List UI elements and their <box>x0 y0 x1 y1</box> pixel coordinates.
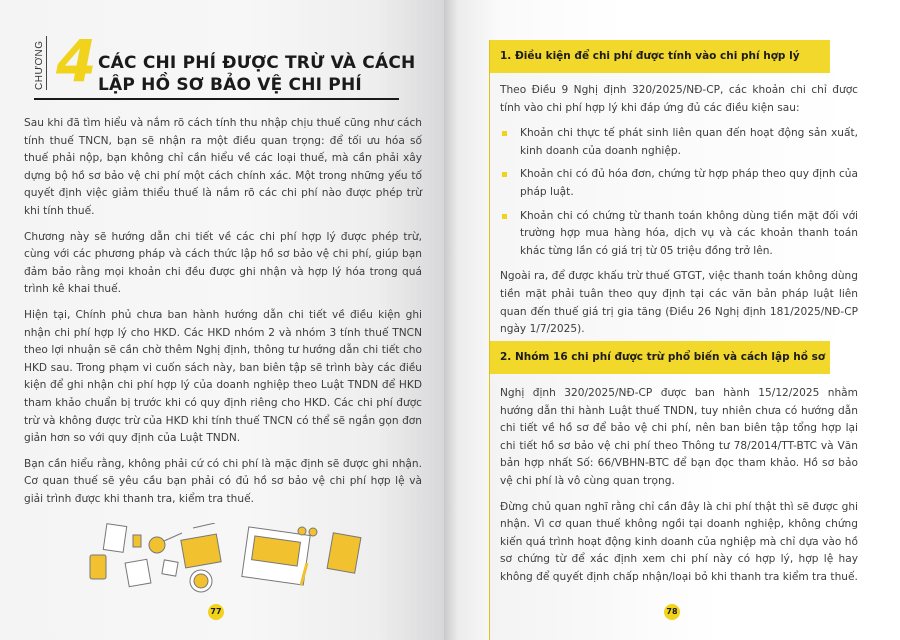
section1-outro: Ngoài ra, để được khấu trừ thuế GTGT, việc thanh toán không dùng tiền mặt phải tuân theo quy định tại các văn bản pháp luật liên quan đến thuế giá trị gia tăng (Điều 26 Nghị định 181/2025/NĐ-CP ngày 1/7/2025). <box>500 270 858 336</box>
planner-icon <box>327 533 361 573</box>
calculator-icon <box>125 559 151 586</box>
chapter-title <box>98 52 428 96</box>
notebook-icon <box>181 534 221 568</box>
paragraph: Sau khi đã tìm hiểu và nắm rõ cách tính thu nhập chịu thuế cũng như cách tính thuế TNCN, bạn sẽ nhận ra một điều quan trọng: để tối ưu hóa số thuế phải nộp, bạn không chỉ cần hiểu về các loại thuế, mà cần phải xây dựng bộ hồ sơ bảo vệ chi phí một cách chính xác. Một trong những yếu tố quyết định việc giảm thiểu thuế là nắm rõ các chi phí nào được phép trừ khi tính thuế. <box>24 117 422 217</box>
stamp-icon <box>133 535 141 547</box>
chapter-label: CHƯƠNG <box>34 40 45 90</box>
section1-intro: Theo Điều 9 Nghị định 320/2025/NĐ-CP, các khoản chi chỉ được tính vào chi phí hợp lý khi đáp ứng đủ các điều kiện sau: <box>500 84 858 114</box>
list-item: Khoản chi có chứng từ thanh toán không dùng tiền mặt đối với trường hợp mua hàng hóa, dịch vụ và các khoản thanh toán khác từng lần có giá trị từ 05 triệu đồng trở lên. <box>500 208 858 261</box>
magnifier-icon <box>149 537 165 553</box>
bullet-icon <box>502 172 507 177</box>
paragraph: Bạn cần hiểu rằng, không phải cứ có chi phí là mặc định sẽ được ghi nhận. Cơ quan thuế sẽ yêu cầu bạn phải có đủ hồ sơ bảo vệ chi phí hợp lệ và giải trình được khi thanh tra, kiểm tra thuế. <box>24 457 422 505</box>
page-number-right: 78 <box>664 604 680 620</box>
chapter-title-line2: LẬP HỒ SƠ BẢO VỆ CHI PHÍ <box>98 75 362 95</box>
list-item: Khoản chi thực tế phát sinh liên quan đến hoạt động sản xuất, kinh doanh của doanh nghiệp. <box>500 125 858 160</box>
document-icon <box>103 524 126 553</box>
office-supplies-illustration <box>85 523 385 593</box>
paragraph: Chương này sẽ hướng dẫn chi tiết về các chi phí hợp lý được phép trừ, cùng với các phương pháp và cách thức lập hồ sơ bảo vệ chi phí, giúp bạn đảm bảo rằng mọi khoản chi đều được ghi nhận và hợp lý hóa trong quá trình kê khai thuế. <box>24 230 422 296</box>
section2-text <box>500 385 858 595</box>
chapter-number: 4 <box>56 27 97 95</box>
page-number-left: 77 <box>208 604 224 620</box>
chapter-divider-vertical <box>46 36 47 90</box>
paragraph: Nghị định 320/2025/NĐ-CP được ban hành 15/12/2025 nhằm hướng dẫn thi hành Luật thuế TNDN, tuy nhiên chưa có hướng dẫn chi tiết về hồ sơ để bảo vệ chi phí, nên ban biên tập tổng hợp lại chi tiết hồ sơ bảo vệ chi phí theo Thông tư 78/2014/TT-BTC và Văn bản hợp nhất Số: 66/VBHN-BTC để bạn đọc tham khảo. Hồ sơ bảo vệ chi phí là vô cùng quan trọng. <box>500 387 858 487</box>
note-icon <box>162 560 178 576</box>
bullet-icon <box>502 214 507 219</box>
section2-heading: 2. Nhóm 16 chi phí được trừ phổ biến và cách lập hồ sơ <box>490 341 830 374</box>
list-item: Khoản chi có đủ hóa đơn, chứng từ hợp pháp theo quy định của pháp luật. <box>500 166 858 201</box>
bullet-icon <box>502 131 507 136</box>
paragraph: Đừng chủ quan nghĩ rằng chỉ cần đây là chi phí thật thì sẽ được ghi nhận. Vì cơ quan thuế không ngồi tại doanh nghiệp, không chứng kiến quá trình hoạt động kinh doanh của nghiệp mà chỉ dựa vào hồ sơ chứng từ để xác định xem chi phí này có hợp lý, hợp lệ hay không để quyết định chấp nhận/loại bỏ khi thanh tra kiểm tra thuế. <box>500 500 858 583</box>
chapter-title-line1: CÁC CHI PHÍ ĐƯỢC TRỪ VÀ CÁCH <box>98 53 416 73</box>
left-body-text <box>24 115 422 516</box>
phone-icon <box>90 555 106 579</box>
section1-text <box>500 82 858 347</box>
glasses-icon <box>298 527 306 535</box>
chapter-divider-horizontal <box>34 98 399 100</box>
conditions-list <box>500 125 858 260</box>
paragraph: Hiện tại, Chính phủ chưa ban hành hướng dẫn chi tiết về điều kiện ghi nhận chi phí hợp lý cho HKD. Các HKD nhóm 2 và nhóm 3 tính thuế TNCN theo lợi nhuận sẽ cần chờ thêm Nghị định, thông tư hướng dẫn chi tiết cho HKD sau. Trong phạm vi cuốn sách này, ban biên tập sẽ trình bày các điều kiện để ghi nhận chi phí hợp lý của doanh nghiệp theo Luật TNDN để HKD tham khảo chuẩn bị trước khi có quy định riêng cho HKD. Các chi phí được trừ và không được trừ của HKD khi tính thuế TNCN có thể sẽ ngắn gọn đơn giản hơn so với quy định của Luật TNDN. <box>24 308 422 445</box>
section1-heading: 1. Điều kiện để chi phí được tính vào chi phí hợp lý <box>490 40 830 73</box>
